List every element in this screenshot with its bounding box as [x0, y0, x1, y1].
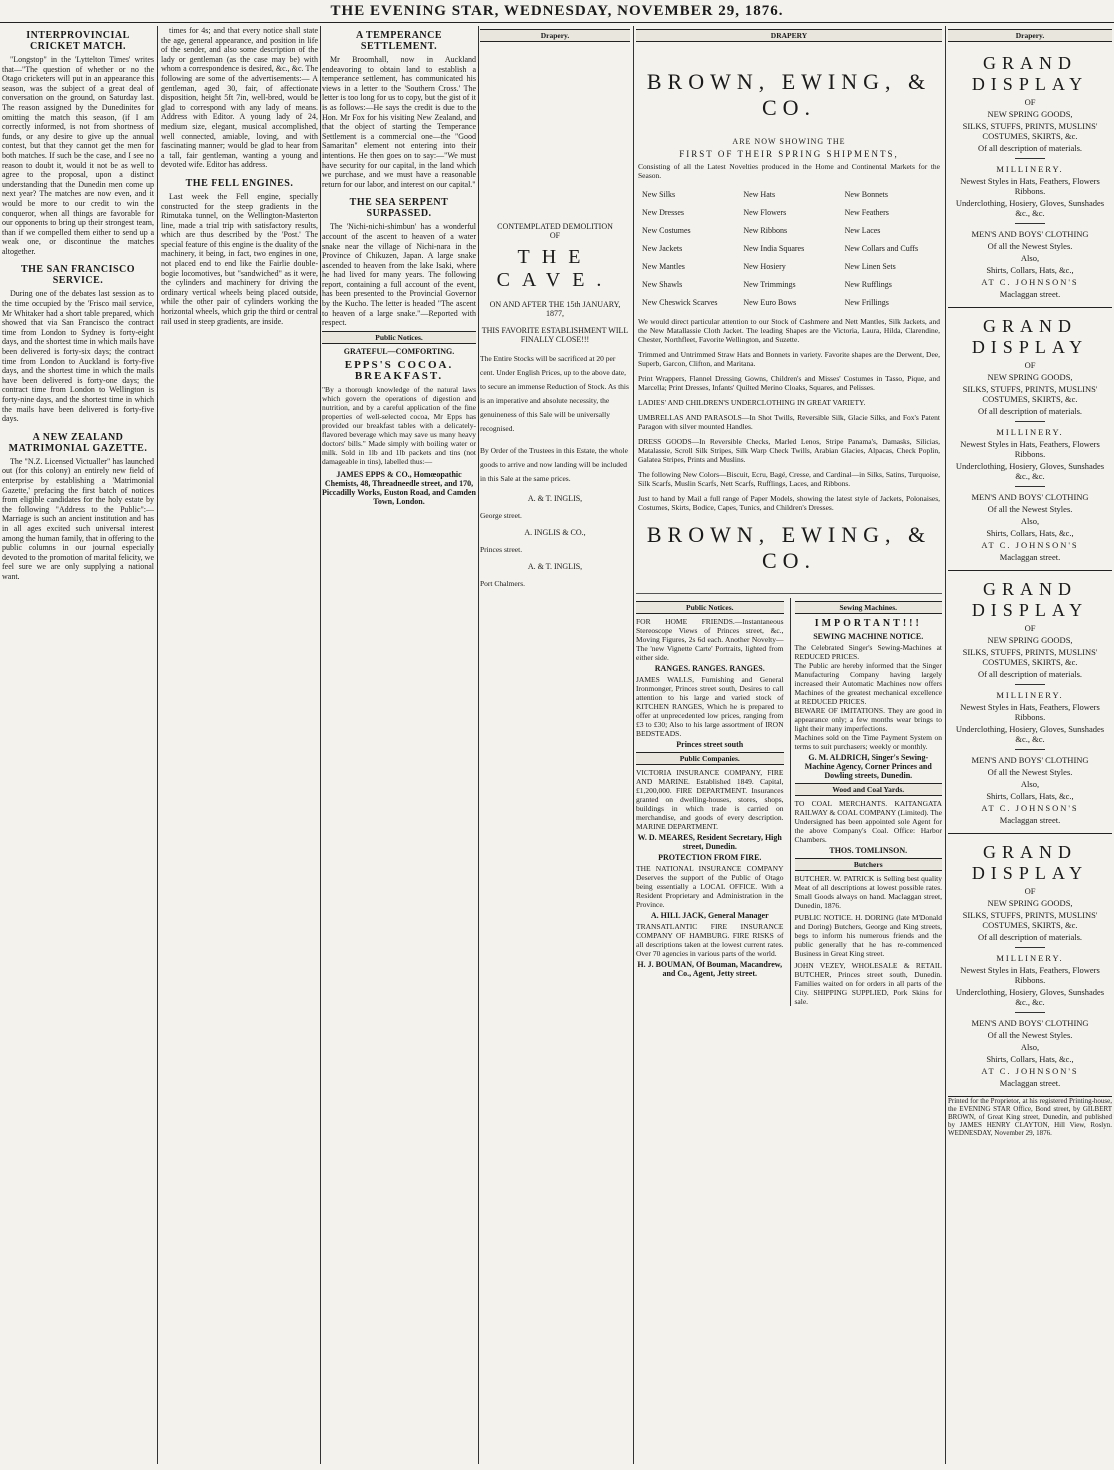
item-list-entry: New Mantles	[642, 262, 685, 271]
section-header: Butchers	[795, 858, 943, 871]
grand-display-advert	[948, 571, 1112, 834]
ad-line: Newest Styles in Hats, Feathers, Flowers Ribbons.	[960, 176, 1100, 196]
ad-line: Of all description of materials.	[977, 406, 1083, 416]
ad-line: NEW SPRING GOODS,	[987, 635, 1073, 645]
ad-line: Shirts, Collars, Hats, &c.,	[986, 1054, 1074, 1064]
ad-title: GRAND DISPLAY	[971, 316, 1089, 357]
notice-text: JOHN VEZEY, WHOLESALE & RETAIL BUTCHER, Princes street south, Dunedin. Families waited on for orders in all parts of the City. SHIPPING SUPPLIED, Pork Skins for sale.	[794, 961, 942, 1006]
grand-display-advert	[948, 834, 1112, 1097]
column-1	[2, 26, 154, 1464]
ad-line: MEN'S AND BOYS' CLOTHING	[971, 1018, 1089, 1028]
article-heading: THE SEA SERPENT SURPASSED.	[349, 197, 449, 220]
ad-line: OF	[1024, 360, 1036, 370]
ad-line: MEN'S AND BOYS' CLOTHING	[971, 229, 1089, 239]
ad-line: Of all description of materials.	[977, 932, 1083, 942]
notice-heading: RANGES. RANGES. RANGES.	[654, 664, 765, 673]
item-list-entry: New Cheswick Scarves	[642, 298, 718, 307]
column-rule	[157, 26, 158, 1464]
article-text: "Longstop" in the 'Lyttelton Times' writes that—"The question of whether or no the Otago cricketers will put in an appearance this season, was the subject of a great deal of conversation on the ground, on Saturday last. The reason assigned by the Dunedinites for omitting the match this season, (if I am correctly informed, is not from shortness of funds, or any desire to give up the annual contest, but that they cannot get the men for both matches. If such be the case, and I see no reason to doubt it, would it not be as well to agree to the proposal, upon a distinct understanding that the Dunedin men come up next year? The matches are now even, and it would be more to our credit to win the conqueror, when all things are favorable for our opponents to bring up their strongest team, than if we compelled them either to send up a weak one, or discontinue the matches altogether.	[2, 55, 154, 256]
ad-line: OF	[1024, 97, 1036, 107]
notice-text: The Celebrated Singer's Sewing-Machines at REDUCED PRICES.	[794, 643, 942, 661]
item-list-entry: New Euro Bows	[743, 298, 797, 307]
divider	[1015, 1012, 1045, 1013]
item-list-entry: New Costumes	[642, 226, 691, 235]
ad-line: Maclaggan street.	[999, 289, 1061, 299]
notice-signature: W. D. MEARES, Resident Secretary, High street, Dunedin.	[637, 833, 782, 851]
item-list-entry: New Frillings	[844, 298, 889, 307]
article-text: During one of the debates last session as to the time occupied by the 'Frisco mail service, Mr Whitaker had a short table prepared, which showed that via San Francisco the contract time from London to Sydney is forty-eight days, and the shortest time in which mails have been delivered is forty-six days; the contract time from London to Auckland is forty-five days, and the shortest time in which the mails have been delivered is forty-one days; the contract time from London to Wellington is forty-nine days, and the shortest time in which the mails have been delivered is forty-five days.	[2, 289, 154, 424]
item-list-entry: New Rufflings	[844, 280, 892, 289]
imprint: Printed for the Proprietor, at his registered Printing-house, the EVENING STAR Office, Bond street, by GILBERT BROWN, of Great King street, Dunedin, and published by JAMES HENRY CLAYTON, Hill View, Roslyn. WEDNESDAY, November 29, 1876.	[948, 1097, 1112, 1137]
ad-line: OF	[549, 231, 561, 240]
divider	[1015, 947, 1045, 948]
column-3	[322, 26, 476, 1464]
notice-text: BEWARE OF IMITATIONS. They are good in appearance only; a few months wear brings to light their many imperfections.	[794, 706, 942, 733]
ad-line: NEW SPRING GOODS,	[987, 372, 1073, 382]
article-text: times for 4s; and that every notice shall state the age, general appearance, and position in life of the sender, and also some description of the lady or gentleman (as the case may be) with whom a correspondence is desired, &c., &c. The following are some of the advertisements:— A gentleman, aged 30, fair, of affectionate disposition, height 5ft 7in, well-bred, would be glad to correspond with any lady of means. Address with Editor. A young lady of 24, medium size, elegant, musical accomplished, well connected, amiable, loving, and with fascinating manner; would be glad to hear from a tall, fair gentleman, wanting a young and devoted wife. Editor has address.	[161, 26, 318, 170]
ad-line: FIRST OF THEIR SPRING SHIPMENTS,	[679, 149, 899, 159]
ad-line: Underclothing, Hosiery, Gloves, Sunshades &c., &c.	[955, 724, 1105, 744]
section-header: Drapery.	[948, 29, 1112, 42]
item-list-entry: New Flowers	[743, 208, 787, 217]
notice-heading: PROTECTION FROM FIRE.	[658, 853, 762, 862]
item-list-entry: New Linen Sets	[844, 262, 896, 271]
notice-signature: G. M. ALDRICH, Singer's Sewing-Machine Agency, Corner Princes and Dowling streets, Dunedin.	[804, 753, 932, 780]
ad-line: MILLINERY.	[996, 690, 1064, 700]
ad-line: Underclothing, Hosiery, Gloves, Sunshades &c., &c.	[955, 461, 1105, 481]
ad-title: THE CAVE.	[496, 246, 614, 291]
item-list-entry: New Collars and Cuffs	[844, 244, 919, 253]
section-header: DRAPERY	[636, 29, 942, 42]
ad-title: GRAND DISPLAY	[971, 579, 1089, 620]
column-4	[480, 26, 630, 1464]
notice-text: VICTORIA INSURANCE COMPANY, FIRE AND MARINE. Established 1849. Capital, £1,200,000. FIRE DEPARTMENT. Insurances granted on dwelling-houses, stores, shops, buildings in which trade is carried on merchandise, and goods of every description. MARINE DEPARTMENT.	[636, 768, 784, 831]
notice-text: THE NATIONAL INSURANCE COMPANY Deserves the support of the Public of Otago being essentially a LOCAL OFFICE. With a Resident Proprietary and Administration in the Province.	[636, 864, 784, 909]
ad-text: LADIES' AND CHILDREN'S UNDERCLOTHING IN GREAT VARIETY.	[638, 398, 866, 407]
ad-signature: JAMES EPPS & CO., Homœopathic Chemists, 48, Threadneedle street, and 170, Piccadilly Works, Euston Road, and Camden Town, London.	[322, 469, 476, 506]
column-6	[948, 26, 1112, 1464]
notice-text: TRANSATLANTIC FIRE INSURANCE COMPANY OF HAMBURG. FIRE RISKS of all descriptions taken at the lowest current rates. Over 70 agencies in various parts of the world.	[636, 922, 784, 958]
ad-text: By Order of the Trustees in this Estate, the whole goods to arrive and now landing will be included in this Sale at the same prices.	[480, 446, 628, 483]
ad-heading: EPPS'S COCOA. BREAKFAST.	[344, 358, 454, 382]
firm-name: BROWN, EWING, & CO.	[646, 69, 932, 120]
grand-display-adverts	[948, 45, 1112, 1097]
ad-line: SILKS, STUFFS, PRINTS, MUSLINS' COSTUMES, SKIRTS, &c.	[962, 384, 1098, 404]
firm-name: BROWN, EWING, & CO.	[646, 522, 932, 573]
ad-line: AT C. JOHNSON'S	[981, 277, 1079, 287]
ad-line: Of all the Newest Styles.	[987, 241, 1073, 251]
ad-text: We would direct particular attention to our Stock of Cashmere and Nett Mantles, Silk Jackets, and the New Matallassie Cloth Jacket. The leading Shapes are the Victoria, Laura, Hilda, Clarendine, Chester, Northfleet, Favorite Wellington, and Suzette.	[638, 317, 940, 344]
ad-line: Also,	[1020, 779, 1040, 789]
item-list-entry: New Hats	[743, 190, 776, 199]
ad-line: Newest Styles in Hats, Feathers, Flowers Ribbons.	[960, 439, 1100, 459]
notice-heading: SEWING MACHINE NOTICE.	[813, 632, 924, 641]
divider	[1015, 749, 1045, 750]
ad-line: Also,	[1020, 516, 1040, 526]
ad-line: MEN'S AND BOYS' CLOTHING	[971, 755, 1089, 765]
item-list	[642, 186, 936, 311]
notice-signature: Princes street south	[676, 740, 744, 749]
lower-adverts	[636, 598, 942, 1006]
ad-line: Shirts, Collars, Hats, &c.,	[986, 528, 1074, 538]
item-list-entry: New Laces	[844, 226, 881, 235]
item-list-entry: New Trimmings	[743, 280, 796, 289]
item-list-entry: New Feathers	[844, 208, 889, 217]
divider	[1015, 486, 1045, 487]
article-text: The 'Nichi-nichi-shimbun' has a wonderful account of the ascent to heaven of a water snake near the village of Nichi-nara in the Province of Chikuzen, Japan. A large snake ascended to heaven from the lake Isaki, where he had lived for many years. The following report, containing a full account of the event, has been presented to the Provincial Governor by the Kucho. The letter is headed "The ascent to heaven of a large snake."—Reported with respect.	[322, 222, 476, 328]
article-heading: THE FELL ENGINES.	[185, 177, 294, 189]
ad-line: MEN'S AND BOYS' CLOTHING	[971, 492, 1089, 502]
ad-line: Of all the Newest Styles.	[987, 1030, 1073, 1040]
notice-signature: A. HILL JACK, General Manager	[650, 911, 769, 920]
ad-address: George street.	[480, 511, 522, 520]
divider	[1015, 158, 1045, 159]
article-heading: A NEW ZEALAND MATRIMONIAL GAZETTE.	[8, 431, 148, 454]
article-text: Mr Broomhall, now in Auckland endeavoring to obtain land to establish a temperance settlement, has communicated his views in a letter to the 'Southern Cross.' The letter is too long for us to copy, but the gist of it is as follows:—He says the credit is due to the Hon. Mr Fox for his visiting New Zealand, and that the object of starting the Temperance Settlement is a commercial one—the "Good Samaritan" element not entering into their intentions. He then goes on to say:—"We must have security for our capital, in the land which we purchase, and we must have a reasonable return for our labor, and interest on our capital."	[322, 55, 476, 189]
notice-text: PUBLIC NOTICE. H. DORING (late M'Donald and Doring) Butchers, George and King streets, begs to inform his numerous friends and the public generally that he has re-commenced Business in Great King street.	[794, 913, 942, 958]
ad-line: AT C. JOHNSON'S	[981, 1066, 1079, 1076]
ad-title: GRAND DISPLAY	[971, 842, 1089, 883]
notice-text: TO COAL MERCHANTS. KAITANGATA RAILWAY & COAL COMPANY (Limited). The Undersigned has been appointed sole Agent for the above Company's Coal. Office: Harbor Chambers.	[794, 799, 942, 844]
ad-address: Port Chalmers.	[480, 579, 525, 588]
divider	[1015, 421, 1045, 422]
ad-text: The Entire Stocks will be sacrificed at 20 per cent. Under English Prices, up to the above date, to secure an immense Reduction of Stock. As this is an imperative and absolute necessity, the genuineness of this Sale will be universally recognised.	[480, 354, 629, 433]
ad-line: SILKS, STUFFS, PRINTS, MUSLINS' COSTUMES, SKIRTS, &c.	[962, 121, 1098, 141]
article-text: Last week the Fell engine, specially constructed for the steep gradients in the Rimutaka tunnel, on the Wellington-Masterton line, made a trial trip with satisfactory results, which are thus described by the 'Post.' The special feature of this engine is the duality of the machinery, it being, in fact, two engines in one, not placed end to end like the Fairlie double-bogie locomotives, but "sandwiched" as it were, the cylinders and machinery for driving the ordinary vertical wheels being placed outside, while the other pair of cylinders working the horizontal wheels, which grip the third or central rail used in steep gradients, are inside.	[161, 191, 318, 326]
ad-text: UMBRELLAS AND PARASOLS—In Shot Twills, Reversible Silk, Glacie Silks, and Fox's Patent Paragon with silver mounted Handles.	[638, 413, 940, 431]
cave-advert	[480, 222, 630, 588]
column-rule	[945, 26, 946, 1464]
ad-line: ARE NOW SHOWING THE	[732, 137, 846, 146]
article-text: The "N.Z. Licensed Victualler" has launched out (for this colony) an entirely new field of enterprise by establishing a 'Matrimonial Gazette,' prefacing the first batch of notices from eligible candidates for the holy estate by the following "Address to the Public":— Marriage is such an ancient institution and has in all ages excited such universal interest among the human family, that in offering to the public columns in our journal especially devoted to the promotion of marital felicity, we feel sure we are only supplying a national want.	[2, 456, 154, 581]
ad-line: Of all description of materials.	[977, 143, 1083, 153]
ad-text: Trimmed and Untrimmed Straw Hats and Bonnets in variety. Favorite shapes are the Derwent, Dee, Superb, Garcon, Clifton, and Maritana.	[638, 350, 940, 368]
ad-line: Newest Styles in Hats, Feathers, Flowers Ribbons.	[960, 702, 1100, 722]
ad-line: AT C. JOHNSON'S	[981, 803, 1079, 813]
item-list-entry: New Shawls	[642, 280, 683, 289]
item-list-entry: New Bonnets	[844, 190, 888, 199]
section-header: Public Notices.	[636, 601, 784, 614]
ad-text: DRESS GOODS—In Reversible Checks, Marled Lenos, Stripe Panama's, Damasks, Silicias, Matalassie, Scroll Silk Stripes, Silk Warp Check Twills, Arabian Glacies, Alpacas, Check Poplin, Galatea Stripes, Prints and Muslins.	[638, 437, 940, 464]
column-rule	[478, 26, 479, 1464]
ad-text: The following New Colors—Biscuit, Ecru, Bagé, Cresse, and Cardinal—in Silks, Satins, Turquoise, Silk Scarfs, Muslin Scarfs, Nett Scarfs, Rufflings, Laces, and Ribbons.	[638, 470, 940, 488]
grand-display-advert	[948, 45, 1112, 308]
item-list-entry: New India Squares	[743, 244, 805, 253]
item-list-entry: New Hosiery	[743, 262, 786, 271]
ad-line: Of all the Newest Styles.	[987, 767, 1073, 777]
article-heading: THE SAN FRANCISCO SERVICE.	[20, 264, 136, 287]
item-list-entry: New Ribbons	[743, 226, 788, 235]
notice-text: JAMES WALLS, Furnishing and General Ironmonger, Princes street south, Desires to call attention to his large and varied stock of KITCHEN RANGES, Which he is prepared to offer at unprecedented low prices, ranging from £3 to £30; Also to his large assortment of IRON BEDSTEADS.	[636, 675, 784, 738]
article-heading: INTERPROVINCIAL CRICKET MATCH.	[26, 30, 130, 52]
ad-line: MILLINERY.	[996, 427, 1064, 437]
notice-text: Machines sold on the Time Payment System on terms to suit purchasers; weekly or monthly.	[794, 733, 942, 751]
public-notices	[636, 598, 784, 1006]
ad-line: Newest Styles in Hats, Feathers, Flowers Ribbons.	[960, 965, 1100, 985]
notice-signature: THOS. TOMLINSON.	[829, 846, 908, 855]
column-2	[161, 26, 318, 1464]
ad-line: OF	[1024, 623, 1036, 633]
section-header: Sewing Machines.	[795, 601, 943, 614]
ad-line: Maclaggan street.	[999, 552, 1061, 562]
ad-signature: A. INGLIS & CO.,	[524, 528, 586, 537]
ad-line: SILKS, STUFFS, PRINTS, MUSLINS' COSTUMES, SKIRTS, &c.	[962, 647, 1098, 667]
divider	[1015, 684, 1045, 685]
masthead: THE EVENING STAR, WEDNESDAY, NOVEMBER 29, 1876.	[0, 0, 1114, 23]
ad-line: OF	[1024, 886, 1036, 896]
section-header: Public Companies.	[636, 752, 784, 765]
notice-text: FOR HOME FRIENDS.—Instantaneous Stereoscope Views of Princes street, &c., Moving Figures, 2s 6d each. Another Novelty—The 'new Vignette Carte' Portraits, lighted from either side.	[636, 617, 784, 662]
ad-line: Shirts, Collars, Hats, &c.,	[986, 265, 1074, 275]
ad-line: CONTEMPLATED DEMOLITION	[497, 222, 613, 231]
ad-line: MILLINERY.	[996, 164, 1064, 174]
brown-ewing-advert	[636, 45, 942, 594]
notice-heading: IMPORTANT!!!	[814, 618, 922, 629]
ad-text: Print Wrappers, Flannel Dressing Gowns, Children's and Misses' Costumes in Tasso, Pique, and Marcella; Print Dresses, Infants' Quilted Merino Cloaks, Squares, and Pelisses.	[638, 374, 940, 392]
ad-line: Also,	[1020, 253, 1040, 263]
section-header: Drapery.	[480, 29, 630, 42]
section-header: Wood and Coal Yards.	[795, 783, 943, 796]
ad-title: GRATEFUL—COMFORTING.	[343, 346, 455, 356]
notice-text: BUTCHER. W. PATRICK is Selling best quality Meat of all descriptions at lowest possible rates. Small Goods always on hand. Maclaggan street, Dunedin, 1876.	[794, 874, 942, 910]
article-heading: A TEMPERANCE SETTLEMENT.	[355, 30, 443, 52]
item-list-entry: New Jackets	[642, 244, 683, 253]
ad-line: AT C. JOHNSON'S	[981, 540, 1079, 550]
ad-line: Maclaggan street.	[999, 815, 1061, 825]
column-rule	[320, 26, 321, 1464]
ad-line: SILKS, STUFFS, PRINTS, MUSLINS' COSTUMES, SKIRTS, &c.	[962, 910, 1098, 930]
ad-line: NEW SPRING GOODS,	[987, 898, 1073, 908]
ad-title: GRAND DISPLAY	[971, 53, 1089, 94]
ad-line: Of all the Newest Styles.	[987, 504, 1073, 514]
notice-signature: H. J. BOUMAN, Of Bouman, Macandrew, and Co., Agent, Jetty street.	[637, 960, 783, 978]
ad-address: Princes street.	[480, 545, 523, 554]
ad-line: Shirts, Collars, Hats, &c.,	[986, 791, 1074, 801]
ad-text: "By a thorough knowledge of the natural laws which govern the operations of digestion and nutrition, and by a careful application of the fine properties of well-selected cocoa, Mr Epps has provided our breakfast tables with a delicately-flavored beverage which may save us many heavy doctors' bills." Made simply with boiling water or milk. Sold in 1lb and 1lb packets and tins (not damageable in tins), labelled thus:—	[322, 384, 476, 466]
ad-line: Underclothing, Hosiery, Gloves, Sunshades &c., &c.	[955, 198, 1105, 218]
ad-signature: A. & T. INGLIS,	[527, 562, 583, 571]
sewing-and-butchers	[790, 598, 943, 1006]
ad-line: Maclaggan street.	[999, 1078, 1061, 1088]
notice-text: The Public are hereby informed that the Singer Manufacturing Company having largely increased their Automatic Machines now offers Machines of the greatest mechanical excellence at REDUCED PRICES.	[794, 661, 942, 706]
ad-line: NEW SPRING GOODS,	[987, 109, 1073, 119]
divider	[1015, 223, 1045, 224]
ad-signature: A. & T. INGLIS,	[527, 494, 583, 503]
item-list-entry: New Silks	[642, 190, 676, 199]
ad-text: Just to hand by Mail a full range of Paper Models, showing the latest style of Jackets, Polonaises, Costumes, Skirts, Bodice, Capes, Tunics, and Children's Dresses.	[638, 494, 940, 512]
ad-line: THIS FAVORITE ESTABLISHMENT WILL FINALLY CLOSE!!!	[481, 326, 629, 344]
item-list-entry: New Dresses	[642, 208, 684, 217]
ad-text: Consisting of all the Latest Novelties produced in the Home and Continental Markets for the Season.	[638, 162, 940, 180]
ad-line: Also,	[1020, 1042, 1040, 1052]
ad-line: Underclothing, Hosiery, Gloves, Sunshades &c., &c.	[955, 987, 1105, 1007]
ad-line: MILLINERY.	[996, 953, 1064, 963]
grand-display-advert	[948, 308, 1112, 571]
column-5	[636, 26, 942, 1464]
ad-line: Of all description of materials.	[977, 669, 1083, 679]
column-rule	[633, 26, 634, 1464]
ad-line: ON AND AFTER THE 15th JANUARY, 1877,	[489, 300, 621, 318]
section-header: Public Notices.	[322, 331, 476, 344]
